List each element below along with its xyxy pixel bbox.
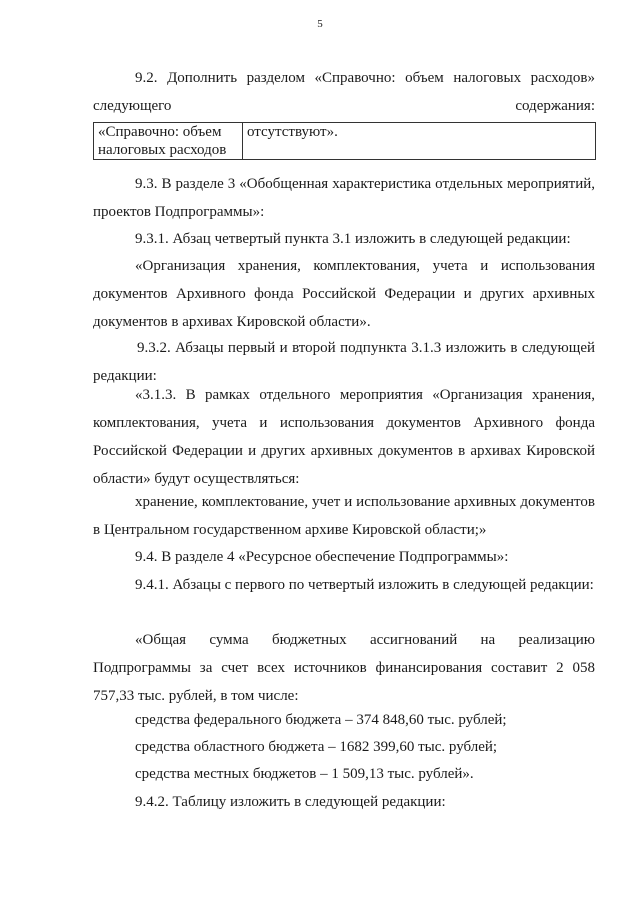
- paragraph-federal-budget: средства федерального бюджета – 374 848,60 тыс. рублей;: [135, 712, 507, 728]
- paragraph-9-4-1: 9.4.1. Абзацы с первого по четвертый изложить в следующей редакции:: [135, 577, 594, 593]
- table-cell-value: отсутствуют».: [243, 123, 596, 160]
- table-row: [94, 123, 596, 160]
- paragraph-regional-budget: средства областного бюджета – 1682 399,60 тыс. рублей;: [135, 739, 498, 755]
- paragraph-3-1-3: «3.1.3. В рамках отдельного мероприятия «Организация хранения, комплектования, учета и использования документов Архивного фонда Российской Федерации и других архивных документов в архивах Кировской области» будут осуществляться:: [93, 387, 595, 487]
- paragraph-storage: хранение, комплектование, учет и использование архивных документов в Центральном государственном архиве Кировской области;»: [93, 494, 595, 538]
- paragraph-9-3-1: 9.3.1. Абзац четвертый пункта 3.1 изложить в следующей редакции:: [135, 231, 571, 247]
- paragraph-9-4: 9.4. В разделе 4 «Ресурсное обеспечение Подпрограммы»:: [135, 549, 509, 565]
- paragraph-9-3: 9.3. В разделе 3 «Обобщенная характеристика отдельных мероприятий, проектов Подпрограммы»:: [93, 176, 595, 220]
- page-number: 5: [317, 18, 323, 30]
- paragraph-9-3-2: 9.3.2. Абзацы первый и второй подпункта 3.1.3 изложить в следующей редакции:: [93, 340, 595, 384]
- paragraph-quote-organization: «Организация хранения, комплектования, учета и использования документов Архивного фонда Российской Федерации и других архивных документов в архивах Кировской области».: [93, 258, 595, 330]
- paragraph-9-2: 9.2. Дополнить разделом «Справочно: объем налоговых расходов» следующего содержания:: [93, 70, 595, 114]
- paragraph-9-4-2: 9.4.2. Таблицу изложить в следующей редакции:: [135, 794, 446, 810]
- reference-table: [93, 122, 596, 160]
- paragraph-local-budget: средства местных бюджетов – 1 509,13 тыс. рублей».: [135, 766, 474, 782]
- table-cell-label: «Справочно: объем налоговых расходов: [94, 123, 243, 160]
- paragraph-total-sum: «Общая сумма бюджетных ассигнований на реализацию Подпрограммы за счет всех источников финансирования составит 2 058 757,33 тыс. рублей, в том числе:: [93, 632, 595, 704]
